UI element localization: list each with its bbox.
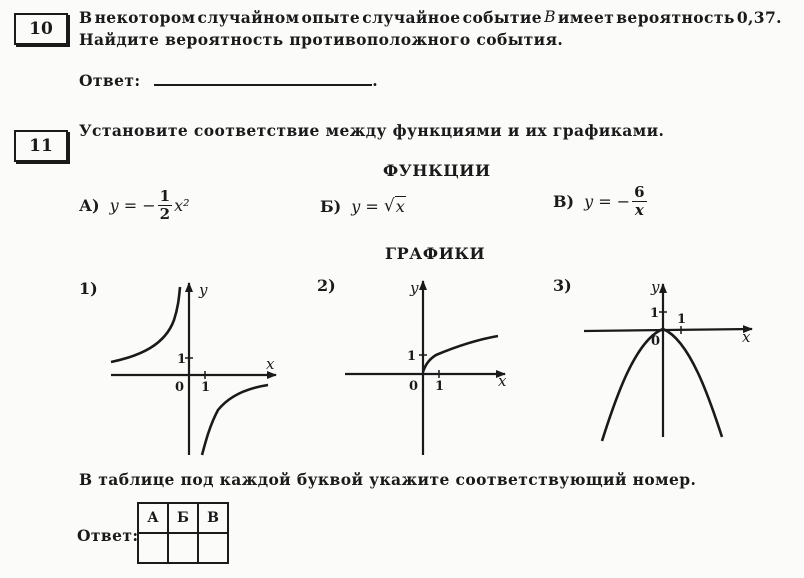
graph-1-x-label: x (266, 355, 275, 373)
task-number-text: 11 (29, 136, 53, 156)
task10-text-line2: Найдите вероятность противоположного события. (79, 30, 564, 49)
graph-3-label: 3) (553, 276, 572, 295)
event-variable: B (544, 8, 556, 26)
fraction-denominator: x (634, 201, 644, 219)
graph-3-x-label: x (742, 328, 751, 346)
graph-3-parabola (584, 284, 752, 441)
table-instruction: В таблице под каждой буквой укажите соответствующий номер. (79, 470, 697, 489)
header-c: В (198, 503, 228, 533)
task11-answer-label: Ответ: (77, 526, 139, 545)
graph-2-tick-x: 1 (435, 379, 445, 394)
header-a: А (138, 503, 168, 533)
task11-prompt: Установите соответствие между функциями и их графиками. (79, 121, 665, 140)
graph-2-y-label: y (410, 279, 419, 297)
header-b: Б (168, 503, 198, 533)
graph-1-origin: 0 (175, 380, 185, 395)
function-lhs: y = (351, 196, 384, 216)
function-letter: А) (79, 196, 100, 215)
fraction-numerator: 6 (634, 183, 645, 201)
word: событие (462, 8, 543, 27)
sqrt-icon: √ (383, 196, 395, 216)
function-letter: Б) (320, 196, 342, 216)
answer-table (137, 502, 229, 564)
graph-2-tick-y: 1 (407, 349, 417, 364)
answer-period: . (372, 71, 379, 90)
sqrt-argument: x (395, 197, 405, 216)
word: В (79, 8, 93, 27)
answer-cell-a[interactable] (138, 533, 168, 563)
function-rest: x² (174, 196, 190, 215)
graph-3-tick-x: 1 (677, 312, 687, 327)
answer-table-header-row (138, 503, 228, 533)
answer-cell-c[interactable] (198, 533, 228, 563)
graph-3-tick-y: 1 (650, 306, 660, 321)
graph-2-sqrt (345, 281, 505, 455)
graph-3-origin: 0 (651, 334, 661, 349)
graph-3-y-label: y (651, 278, 660, 296)
word: некотором (94, 8, 196, 27)
function-letter: В) (553, 192, 575, 211)
graph-1-tick-y: 1 (177, 352, 187, 367)
graph-1-label: 1) (79, 279, 98, 298)
answer-label: Ответ: (79, 71, 141, 90)
graph-2-origin: 0 (409, 379, 419, 394)
word: опыте (301, 8, 361, 27)
graph-2-x-label: x (498, 372, 507, 390)
task-number-text: 10 (29, 19, 53, 39)
graph-1-tick-x: 1 (201, 380, 211, 395)
word: имеет (557, 8, 615, 27)
graph-2-label: 2) (317, 276, 336, 295)
fraction-denominator: 2 (159, 205, 171, 223)
graph-1-y-label: y (199, 281, 208, 299)
word: вероятность (616, 8, 735, 27)
answer-cell-b[interactable] (168, 533, 198, 563)
answer-table-value-row (138, 533, 228, 563)
fraction-numerator: 1 (159, 187, 171, 205)
functions-heading: ФУНКЦИИ (383, 161, 491, 180)
probability-value: 0,37. (736, 8, 782, 27)
word: случайное (362, 8, 461, 27)
graph-1-hyperbola (111, 283, 276, 455)
function-lhs: y = − (584, 192, 631, 211)
word: случайном (197, 8, 300, 27)
function-lhs: y = − (109, 196, 156, 215)
graphs-heading: ГРАФИКИ (385, 244, 486, 263)
